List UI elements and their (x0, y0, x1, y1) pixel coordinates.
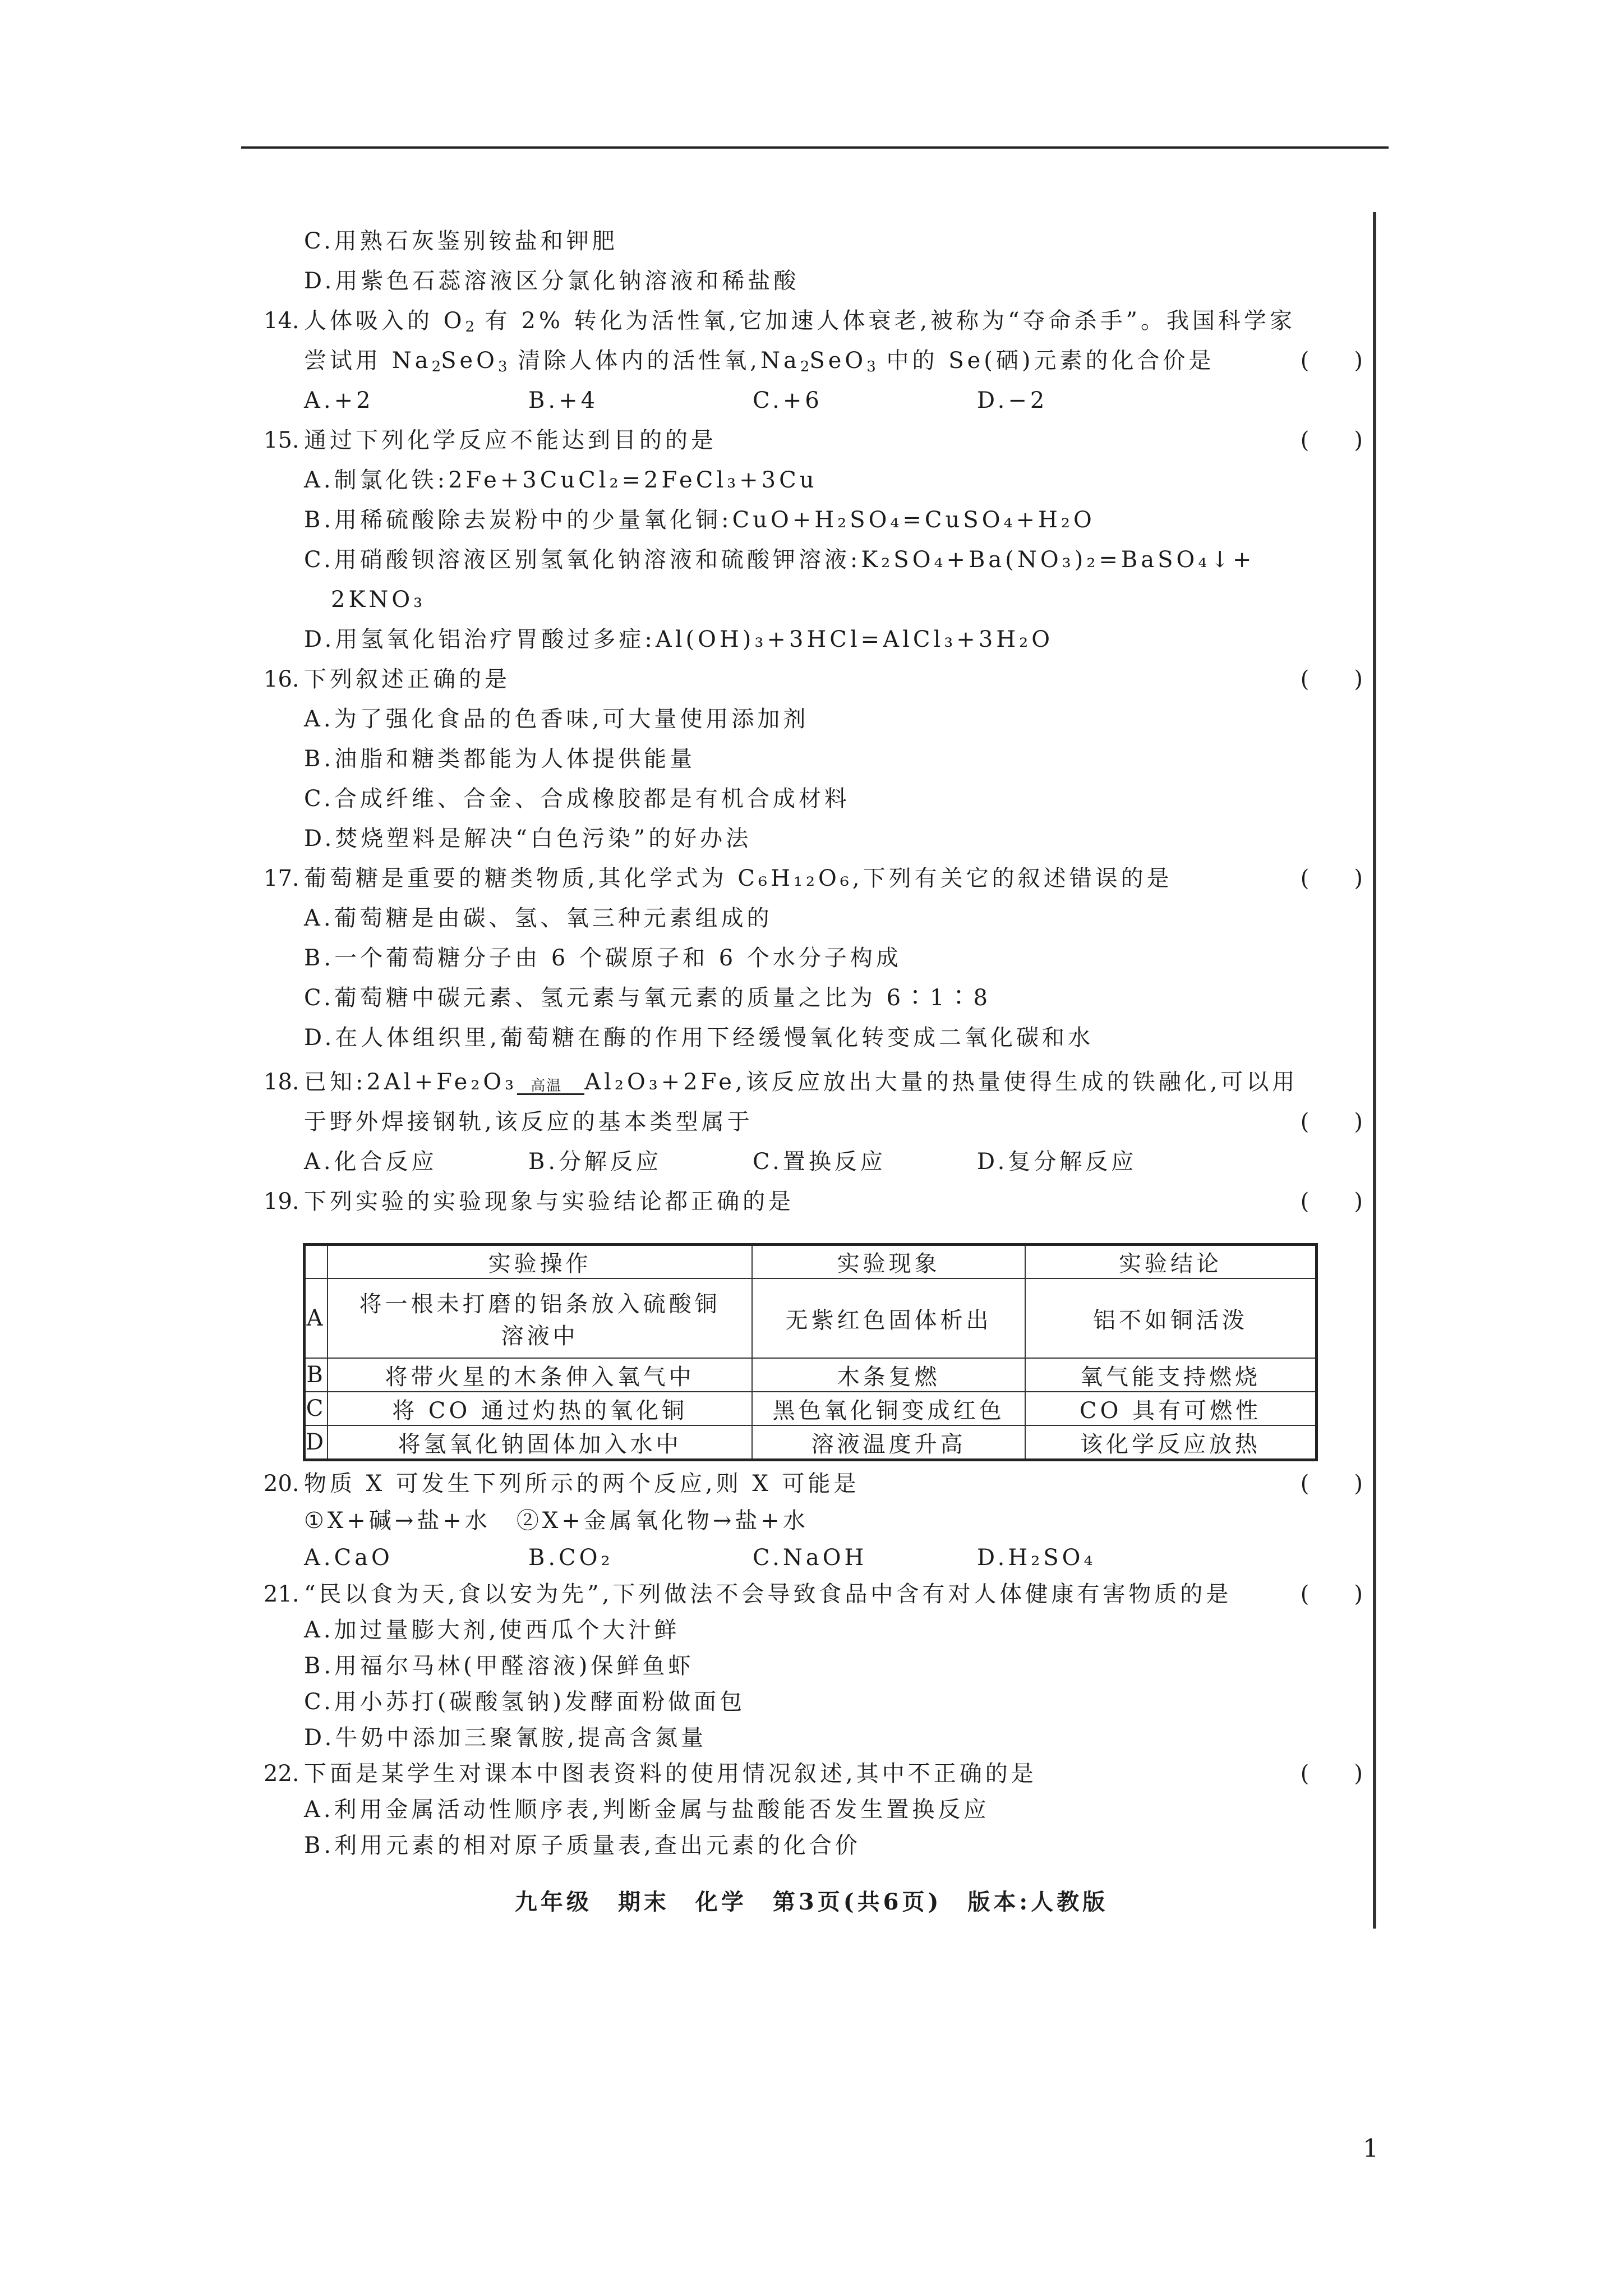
answer-bracket: ( ) (1300, 427, 1363, 453)
question-content-lower (264, 1465, 1363, 1864)
conclusion-cell: 氧气能支持燃烧 (1025, 1358, 1316, 1392)
row-label: A (305, 1278, 328, 1358)
q17-option-c: C.葡萄糖中碳元素、氢元素与氧元素的质量之比为 6∶1∶8 (304, 985, 991, 1011)
option-d: D.−2 (977, 388, 1048, 413)
q16-number: 16. (264, 666, 299, 692)
answer-bracket: ( ) (1300, 666, 1363, 692)
q13-option-c: C.用熟石灰鉴别铵盐和钾肥 (304, 228, 618, 254)
q22-option-b: B.利用元素的相对原子质量表,查出元素的化合价 (304, 1833, 861, 1858)
table-corner (305, 1245, 328, 1279)
row-label: C (305, 1392, 328, 1425)
conclusion-cell: CO 具有可燃性 (1025, 1392, 1316, 1425)
option-c: C.置换反应 (753, 1149, 886, 1175)
q20-options (264, 1539, 1363, 1576)
q20-reactions: ①X+碱→盐+水 ②X+金属氧化物→盐+水 (304, 1508, 809, 1534)
q17-number: 17. (264, 866, 299, 891)
option-d: D.H₂SO₄ (977, 1545, 1096, 1571)
q18-stem-line1: 18. 已知:2Al+Fe₂O₃ 高温 Al₂O₃+2Fe,该反应放出大量的热量使得生成的铁融化,可以用 (264, 1062, 1363, 1102)
q16-option-b: B.油脂和糖类都能为人体提供能量 (304, 746, 696, 772)
q18-options (264, 1142, 1363, 1182)
q14-stem-line1: 14. 人体吸入的 $O_2$ 有 2% 转化为活性氧,它加速人体衰老,被称为“夺命杀手”。我国科学家 (264, 301, 1363, 341)
q15-option-b: B.用稀硫酸除去炭粉中的少量氧化铜:CuO+H₂SO₄=CuSO₄+H₂O (304, 507, 1095, 533)
operation-cell: 将 CO 通过灼热的氧化铜 (328, 1392, 752, 1425)
q16-option-c: C.合成纤维、合金、合成橡胶都是有机合成材料 (304, 786, 850, 812)
q21-option-b: B.用福尔马林(甲醛溶液)保鲜鱼虾 (304, 1653, 694, 1679)
q21-stem: 21. “民以食为天,食以安为先”,下列做法不会导致食品中含有对人体健康有害物质的是 ( ) (264, 1576, 1363, 1612)
q21-option-c: C.用小苏打(碳酸氢钠)发酵面粉做面包 (304, 1689, 746, 1715)
table-header-row (305, 1245, 1317, 1279)
phenomenon-cell: 溶液温度升高 (752, 1425, 1025, 1460)
answer-bracket: ( ) (1300, 348, 1363, 374)
table-row (305, 1358, 1317, 1392)
operation-cell: 将氢氧化钠固体加入水中 (328, 1425, 752, 1460)
option-c: C.+6 (753, 388, 823, 413)
question-content (264, 222, 1363, 1222)
experiment-table (303, 1243, 1318, 1461)
q22-number: 22. (264, 1761, 299, 1787)
q21-number: 21. (264, 1581, 299, 1607)
option-b: B.CO₂ (528, 1545, 614, 1571)
q16-stem: 16. 下列叙述正确的是 ( ) (264, 660, 1363, 700)
q16-option-a: A.为了强化食品的色香味,可大量使用添加剂 (304, 706, 809, 732)
option-a: A.化合反应 (304, 1149, 437, 1175)
q18-stem-line2: 于野外焊接钢轨,该反应的基本类型属于 ( ) (264, 1102, 1363, 1142)
q15-option-a: A.制氯化铁:2Fe+3CuCl₂=2FeCl₃+3Cu (304, 467, 818, 493)
answer-bracket: ( ) (1300, 1581, 1363, 1607)
q22-option-a: A.利用金属活动性顺序表,判断金属与盐酸能否发生置换反应 (304, 1797, 990, 1823)
row-label: B (305, 1358, 328, 1392)
q14-stem-line2: 尝试用 $Na_2SeO_3$ 清除人体内的活性氧$,Na_2SeO_3$ 中的 Se(硒)元素的化合价是 ( ) (264, 341, 1363, 381)
q20-stem: 20. 物质 X 可发生下列所示的两个反应,则 X 可能是 ( ) (264, 1465, 1363, 1502)
reaction-condition: 高温 (531, 1077, 562, 1094)
q15-stem: 15. 通过下列化学反应不能达到目的的是 ( ) (264, 421, 1363, 461)
q21-option-a: A.加过量膨大剂,使西瓜个大汁鲜 (304, 1617, 680, 1643)
q15-number: 15. (264, 427, 299, 453)
q15-option-c: C.用硝酸钡溶液区别氢氧化钠溶液和硫酸钾溶液:K₂SO₄+Ba(NO₃)₂=BaSO₄↓+ (304, 547, 1255, 573)
table-header: 实验结论 (1025, 1245, 1316, 1279)
q17-stem: 17. 葡萄糖是重要的糖类物质,其化学式为 C₆H₁₂O₆,下列有关它的叙述错误的是 ( ) (264, 859, 1363, 899)
q20-number: 20. (264, 1471, 299, 1497)
answer-bracket: ( ) (1300, 866, 1363, 891)
option-c: C.NaOH (753, 1545, 868, 1571)
q15-option-d: D.用氢氧化铝治疗胃酸过多症:Al(OH)₃+3HCl=AlCl₃+3H₂O (304, 627, 1053, 652)
option-b: B.分解反应 (528, 1149, 662, 1175)
q21-option-d: D.牛奶中添加三聚氰胺,提高含氮量 (304, 1725, 707, 1751)
answer-bracket: ( ) (1300, 1109, 1363, 1135)
page-number: 1 (1363, 2134, 1378, 2163)
option-b: B.+4 (528, 388, 599, 413)
conclusion-cell: 该化学反应放热 (1025, 1425, 1316, 1460)
top-rule (241, 146, 1389, 149)
q13-option-d: D.用紫色石蕊溶液区分氯化钠溶液和稀盐酸 (304, 268, 800, 294)
q16-option-d: D.焚烧塑料是解决“白色污染”的好办法 (304, 826, 752, 852)
q19-stem: 19. 下列实验的实验现象与实验结论都正确的是 ( ) (264, 1182, 1363, 1222)
q19-number: 19. (264, 1189, 299, 1214)
q18-number: 18. (264, 1069, 299, 1095)
table-row (305, 1278, 1317, 1358)
table-row (305, 1392, 1317, 1425)
row-label: D (305, 1425, 328, 1460)
phenomenon-cell: 黑色氧化铜变成红色 (752, 1392, 1025, 1425)
operation-cell: 将带火星的木条伸入氧气中 (328, 1358, 752, 1392)
page-footer: 九年级 期末 化学 第3页(共6页) 版本:人教版 (514, 1889, 1109, 1915)
conclusion-cell: 铝不如铜活泼 (1025, 1278, 1316, 1358)
q14-options (264, 381, 1363, 421)
phenomenon-cell: 木条复燃 (752, 1358, 1025, 1392)
answer-bracket: ( ) (1300, 1471, 1363, 1497)
q17-option-a: A.葡萄糖是由碳、氢、氧三种元素组成的 (304, 905, 773, 931)
q17-option-b: B.一个葡萄糖分子由 6 个碳原子和 6 个水分子构成 (304, 945, 902, 971)
q17-option-d: D.在人体组织里,葡萄糖在酶的作用下经缓慢氧化转变成二氧化碳和水 (304, 1025, 1094, 1051)
q22-stem: 22. 下面是某学生对课本中图表资料的使用情况叙述,其中不正确的是 ( ) (264, 1756, 1363, 1792)
reaction-condition-arrow (517, 1073, 584, 1095)
table-header: 实验现象 (752, 1245, 1025, 1279)
q15-option-c-continued: 2KNO₃ (331, 587, 426, 613)
phenomenon-cell: 无紫红色固体析出 (752, 1278, 1025, 1358)
table-row (305, 1425, 1317, 1460)
operation-cell: 将一根未打磨的铝条放入硫酸铜 溶液中 (328, 1278, 752, 1358)
option-d: D.复分解反应 (977, 1149, 1137, 1175)
table-header: 实验操作 (328, 1245, 752, 1279)
binding-margin-rule (1373, 212, 1376, 1929)
option-a: A.+2 (304, 388, 374, 413)
q14-number: 14. (264, 308, 299, 334)
option-a: A.CaO (304, 1545, 393, 1571)
answer-bracket: ( ) (1300, 1761, 1363, 1787)
answer-bracket: ( ) (1300, 1189, 1363, 1214)
